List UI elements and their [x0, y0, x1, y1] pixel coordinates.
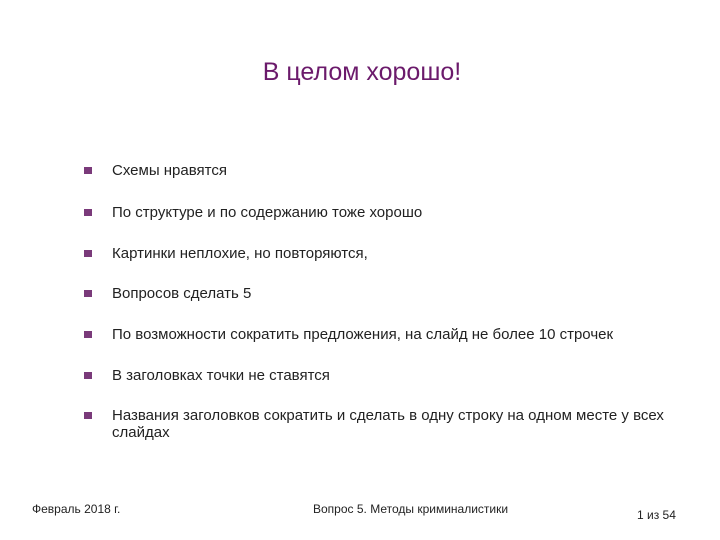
square-bullet-icon [84, 290, 92, 297]
bullet-text: Схемы нравятся [112, 162, 227, 179]
square-bullet-icon [84, 372, 92, 379]
bullet-item [84, 245, 694, 262]
bullet-text: Вопросов сделать 5 [112, 285, 252, 302]
page-number: 1 из 54 [637, 508, 676, 522]
slide-title: В целом хорошо! [262, 58, 462, 86]
bullet-item [84, 367, 694, 384]
bullet-text: В заголовках точки не ставятся [112, 367, 330, 384]
square-bullet-icon [84, 167, 92, 174]
bullet-text: По возможности сократить предложения, на слайд не более 10 строчек [112, 326, 614, 343]
square-bullet-icon [84, 209, 92, 216]
square-bullet-icon [84, 412, 92, 419]
square-bullet-icon [84, 331, 92, 338]
bullet-item [84, 407, 694, 441]
bullet-text: По структуре и по содержанию тоже хорошо [112, 204, 423, 221]
square-bullet-icon [84, 250, 92, 257]
footer-date: Февраль 2018 г. [32, 502, 121, 516]
bullet-text: Названия заголовков сократить и сделать в одну строку на одном месте у всех слайдах [112, 407, 664, 441]
bullet-item [84, 204, 694, 221]
bullet-text: Картинки неплохие, но повторяются, [112, 245, 368, 262]
bullet-item [84, 285, 694, 302]
bullet-item [84, 326, 694, 343]
bullet-item [84, 162, 694, 179]
footer-topic: Вопрос 5. Методы криминалистики [313, 502, 509, 516]
